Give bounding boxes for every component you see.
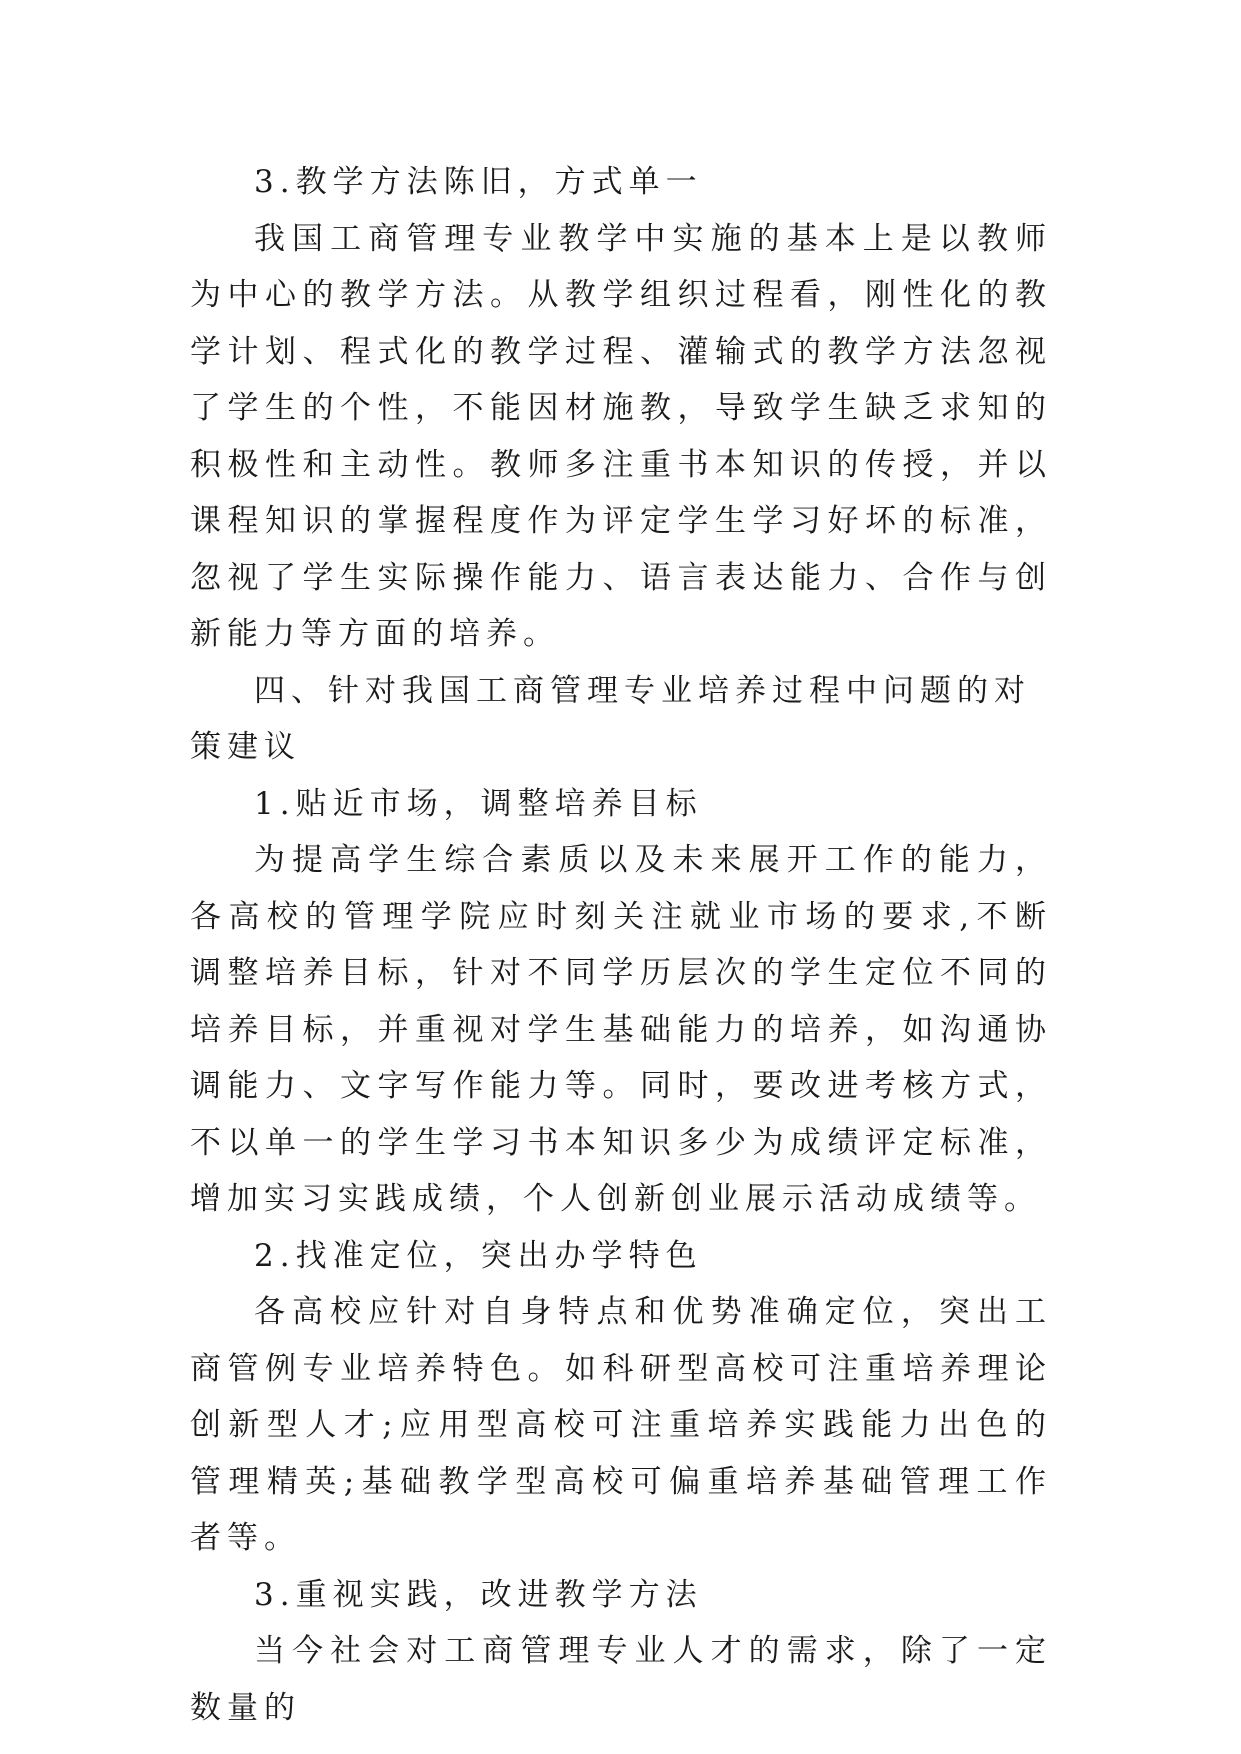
subheading-market-goals: 1.贴近市场，调整培养目标 — [254, 785, 703, 822]
document-body — [190, 154, 1052, 1736]
subheading-positioning: 2.找准定位，突出办学特色 — [254, 1237, 703, 1274]
subheading-practice: 3.重视实践，改进教学方法 — [254, 1576, 703, 1613]
paragraph-teaching-methods: 我国工商管理专业教学中实施的基本上是以教师为中心的教学方法。从教学组织过程看，刚性化的教学计划、程式化的教学过程、灌输式的教学方法忽视了学生的个性，不能因材施教，导致学生缺乏求知的积极性和主动性。教师多注重书本知识的传授，并以课程知识的掌握程度作为评定学生学习好坏的标准，忽视了学生实际操作能力、语言表达能力、合作与创新能力等方面的培养。 — [190, 220, 1052, 652]
section-heading-teaching-methods: 3.教学方法陈旧，方式单一 — [254, 164, 703, 200]
paragraph-market-goals: 为提高学生综合素质以及未来展开工作的能力，各高校的管理学院应时刻关注就业市场的要求,不断调整培养目标，针对不同学历层次的学生定位不同的培养目标，并重视对学生基础能力的培养，如沟通协调能力、文字写作能力等。同时，要改进考核方式，不以单一的学生学习书本知识多少为成绩评定标准，增加实习实践成绩，个人创新创业展示活动成绩等。 — [190, 842, 1052, 1217]
paragraph-positioning: 各高校应针对自身特点和优势准确定位，突出工商管例专业培养特色。如科研型高校可注重培养理论创新型人才;应用型高校可注重培养实践能力出色的管理精英;基础教学型高校可偏重培养基础管理工作者等。 — [190, 1294, 1052, 1556]
paragraph-practice: 当今社会对工商管理专业人才的需求，除了一定数量的 — [190, 1633, 1052, 1726]
section-heading-countermeasures: 四、针对我国工商管理专业培养过程中问题的对策建议 — [190, 672, 1031, 765]
